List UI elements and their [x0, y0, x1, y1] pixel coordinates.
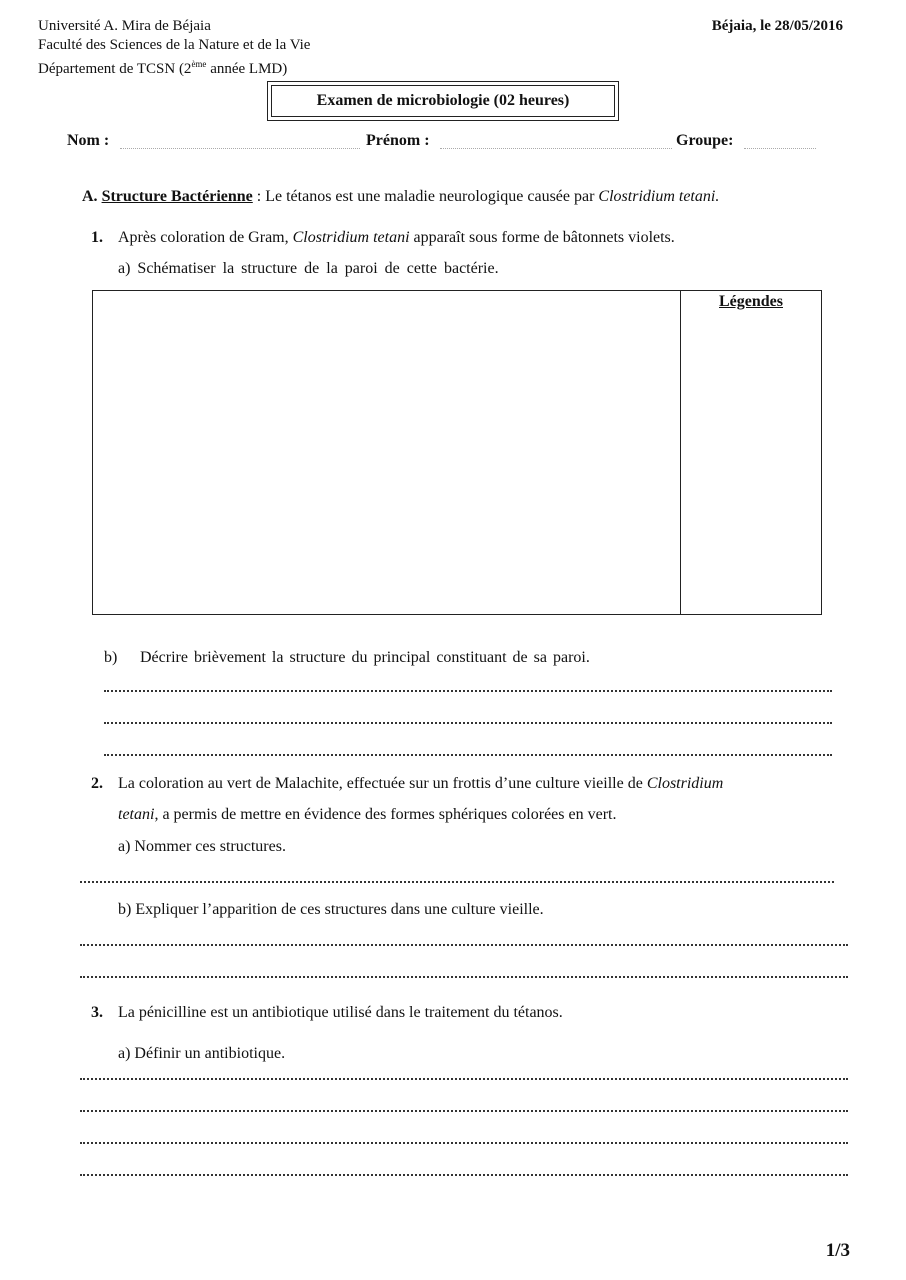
department-name: [38, 56, 287, 78]
university-name: Université A. Mira de Béjaia: [38, 18, 211, 34]
nom-field[interactable]: [120, 148, 360, 149]
faculty-name: Faculté des Sciences de la Nature et de la Vie: [38, 37, 311, 53]
q2-line2-organism: tetani: [118, 806, 155, 823]
answer-line-q1b-3[interactable]: [104, 754, 832, 756]
q1-b-label: b): [104, 649, 118, 666]
schema-drawing-box[interactable]: [92, 290, 822, 615]
section-a-prefix: A.: [82, 188, 98, 205]
q3-a: a) Définir un antibiotique.: [118, 1045, 286, 1062]
exam-title-box: [267, 81, 619, 121]
answer-line-q3a-4[interactable]: [80, 1174, 848, 1176]
q2-line2-after: , a permis de mettre en évidence des formes sphériques colorées en vert.: [154, 806, 617, 823]
prenom-field[interactable]: [440, 148, 672, 149]
place-date: Béjaia, le 28/05/2016: [711, 18, 843, 34]
q1-a: a) Schématiser la structure de la paroi de cette bactérie.: [118, 260, 499, 277]
q1-text-after: apparaît sous forme de bâtonnets violets.: [409, 229, 675, 246]
q1-text: [118, 229, 675, 247]
q2-number: 2.: [91, 775, 103, 792]
section-a-title: Structure Bactérienne: [101, 188, 253, 205]
q1-number: 1.: [91, 229, 103, 246]
q3-text: La pénicilline est un antibiotique utilisé dans le traitement du tétanos.: [118, 1004, 563, 1021]
department-suffix: année LMD): [206, 61, 288, 77]
q2-a: a) Nommer ces structures.: [118, 838, 286, 855]
nom-label: Nom :: [67, 132, 110, 149]
answer-line-q3a-2[interactable]: [80, 1110, 848, 1112]
q2-line1-before: La coloration au vert de Malachite, effectuée sur un frottis d’une culture vieille de: [118, 775, 647, 792]
section-a-intro: : Le tétanos est une maladie neurologique causée par: [252, 188, 599, 205]
answer-line-q1b-2[interactable]: [104, 722, 832, 724]
answer-line-q2b-2[interactable]: [80, 976, 848, 978]
answer-line-q1b-1[interactable]: [104, 690, 832, 692]
q2-line1-organism: Clostridium: [646, 775, 724, 792]
page-number: 1/3: [825, 1240, 850, 1261]
department-prefix: Département de TCSN (2: [38, 61, 192, 77]
q1-b: Décrire brièvement la structure du principal constituant de sa paroi.: [140, 649, 590, 666]
section-a-heading: [82, 188, 719, 206]
legend-title: Légendes: [719, 293, 783, 310]
groupe-label: Groupe:: [676, 132, 734, 149]
q2-line1: [118, 775, 723, 793]
q3-number: 3.: [91, 1004, 103, 1021]
q1-text-before: Après coloration de Gram,: [118, 229, 293, 246]
section-a-organism: Clostridium tetani.: [598, 188, 720, 205]
exam-title: Examen de microbiologie (02 heures): [271, 85, 615, 117]
answer-line-q3a-1[interactable]: [80, 1078, 848, 1080]
answer-line-q3a-3[interactable]: [80, 1142, 848, 1144]
answer-line-q2a-1[interactable]: [80, 881, 834, 883]
q2-line2: [118, 806, 616, 824]
answer-line-q2b-1[interactable]: [80, 944, 848, 946]
legend-divider: [680, 291, 681, 614]
prenom-label: Prénom :: [366, 132, 430, 149]
q2-b: b) Expliquer l’apparition de ces structures dans une culture vieille.: [118, 901, 544, 918]
groupe-field[interactable]: [744, 148, 816, 149]
department-sup: ème: [191, 59, 207, 69]
q1-organism: Clostridium tetani: [292, 229, 410, 246]
